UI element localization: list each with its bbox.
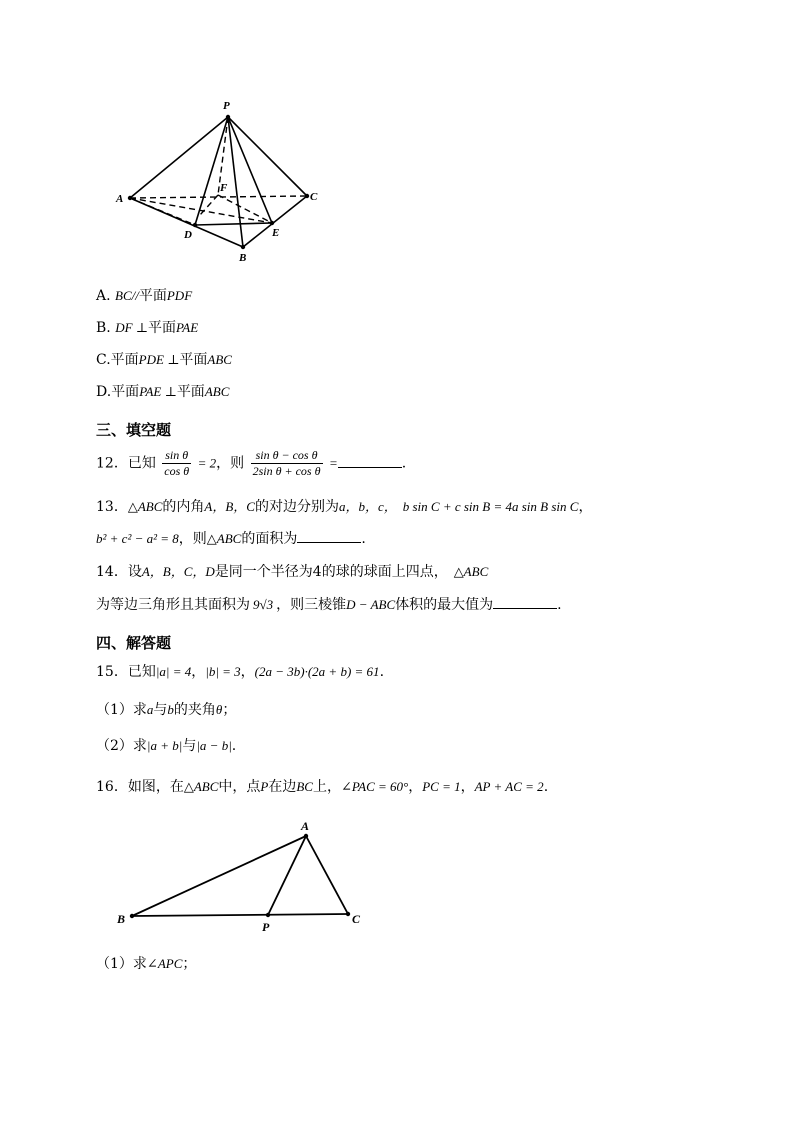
q14-text: 体积的最大值为 — [395, 597, 494, 613]
q13-triangle: △ABC — [127, 499, 163, 514]
label-P: P — [223, 100, 230, 112]
option-math: BC// — [115, 288, 139, 303]
option-text: 平面 — [111, 384, 140, 400]
section-heading-fill-in: 三、填空题 — [96, 421, 172, 439]
q14-end: . — [557, 597, 562, 613]
q16-semicolon: ； — [182, 956, 197, 972]
q16-point: P — [260, 779, 269, 794]
q12-mid: ，则 — [216, 455, 245, 472]
option-d — [96, 382, 229, 402]
q15-norm-b: |b| = 3 — [205, 664, 241, 679]
question-13-line-2 — [96, 528, 366, 549]
q15-sub1-prefix: （1）求 — [96, 702, 147, 718]
option-math3: ABC — [204, 384, 230, 399]
q12-prefix: 12．已知 — [96, 455, 156, 472]
question-15-part-2 — [96, 736, 236, 756]
norm-sum: |a + b| — [146, 738, 183, 753]
option-text: 平面 — [110, 352, 139, 368]
option-math2: PAE ⊥ — [139, 384, 177, 399]
option-text: 平面 — [138, 288, 167, 304]
q16-sub1-prefix: （1）求 — [96, 956, 147, 972]
label-A: A — [301, 819, 310, 833]
q13-comma: ， — [578, 499, 593, 515]
option-mid: 平面 — [179, 352, 208, 368]
q16-prefix: 16．如图，在 — [96, 779, 184, 795]
question-12 — [96, 448, 406, 479]
q14-text: 是同一个半径为4的球的球面上四点， — [214, 564, 448, 580]
frac-numerator: sin θ — [162, 448, 191, 464]
q16-triangle: △ABC — [183, 779, 219, 794]
option-math3: ABC — [207, 352, 232, 367]
option-math2: PDE ⊥ — [138, 352, 180, 367]
q13-text: 的内角 — [162, 499, 205, 515]
q15-comma: ， — [240, 664, 255, 680]
q16-sum: AP + AC = 2 — [474, 779, 544, 794]
q15-comma: ， — [191, 664, 206, 680]
q14-triangle: △ABC — [453, 564, 489, 579]
option-mid: 平面 — [176, 384, 205, 400]
q16-comma: ， — [408, 779, 423, 795]
frac-denominator: cos θ — [164, 464, 190, 478]
frac-denominator: 2sin θ + cos θ — [252, 464, 321, 478]
question-14-line-2 — [96, 594, 562, 615]
q16-length: PC = 1 — [422, 779, 461, 794]
option-math2: PAE — [176, 320, 199, 335]
q15-semicolon: ； — [222, 702, 237, 718]
option-a — [96, 286, 192, 306]
question-16-line-1 — [96, 777, 548, 797]
q15-prefix: 15．已知 — [96, 664, 156, 680]
answer-blank[interactable] — [297, 528, 361, 543]
label-D: D — [184, 229, 192, 241]
q12-eq2: = — [328, 455, 338, 471]
q16-side: BC — [296, 779, 313, 794]
q16-comma: ， — [460, 779, 475, 795]
question-15-part-1 — [96, 700, 236, 720]
q13-text: ，则 — [178, 531, 207, 547]
norm-difference: |a − b| — [196, 738, 232, 753]
option-prefix: D. — [96, 384, 112, 400]
q16-text: 在边 — [268, 779, 297, 795]
q14-area: 9√3 — [253, 597, 274, 612]
q15-end: . — [231, 738, 237, 754]
option-c — [96, 350, 232, 370]
q13-text: 的对边分别为 — [254, 499, 339, 515]
q13-angles: A，B，C — [204, 499, 255, 514]
q12-fraction-1 — [162, 448, 191, 479]
label-B: B — [117, 912, 126, 926]
q14-text: 为等边三角形且其面积为 — [96, 597, 250, 613]
q15-text: 与 — [182, 738, 197, 754]
option-math: DF ⊥ — [115, 320, 149, 335]
q15-end: . — [379, 664, 385, 680]
label-A: A — [116, 193, 124, 205]
label-C: C — [310, 191, 318, 203]
q13-text: 的面积为 — [241, 531, 298, 547]
label-F: F — [220, 182, 228, 194]
option-text: 平面 — [148, 320, 177, 336]
option-math2: PDF — [166, 288, 193, 303]
label-B: B — [239, 252, 247, 264]
q14-text: ，则三棱锥 — [276, 597, 347, 613]
q14-points: A，B，C，D — [141, 564, 215, 579]
frac-numerator: sin θ − cos θ — [251, 448, 323, 464]
question-13-line-1 — [96, 497, 592, 517]
q15-text: 与 — [153, 702, 168, 718]
q12-eq1: = 2 — [197, 455, 217, 471]
option-prefix: A. — [96, 288, 116, 304]
q15-sub2-prefix: （2）求 — [96, 738, 147, 754]
option-prefix: B. — [96, 320, 116, 336]
vector-b: b — [167, 702, 174, 717]
option-prefix: C. — [96, 352, 111, 368]
q15-norm-a: |a| = 4 — [155, 664, 192, 679]
label-E: E — [272, 227, 280, 239]
vector-a: a — [146, 702, 154, 717]
q16-text: 上， — [312, 779, 341, 795]
q14-pyramid: D − ABC — [346, 597, 396, 612]
q16-angle: ∠PAC = 60° — [340, 779, 409, 794]
q15-dot-product: (2a − 3b)·(2a + b) = 61 — [254, 664, 380, 679]
angle-theta: θ — [215, 702, 223, 717]
question-14-line-1 — [96, 562, 488, 582]
q13-triangle: △ABC — [206, 531, 242, 546]
q16-text: 中，点 — [218, 779, 261, 795]
q15-text: 的夹角 — [173, 702, 216, 718]
q14-prefix: 14．设 — [96, 564, 142, 580]
answer-blank[interactable] — [493, 594, 557, 609]
label-P: P — [262, 920, 270, 934]
section-heading-solutions: 四、解答题 — [96, 634, 172, 652]
q13-equation: b sin C + c sin B = 4a sin B sin C — [402, 499, 579, 514]
q13-end: . — [361, 531, 366, 547]
q13-sides: a，b，c， — [338, 499, 397, 514]
pyramid-figure — [110, 95, 330, 265]
q12-fraction-2 — [251, 448, 323, 479]
question-16-part-1 — [96, 954, 196, 974]
q13-condition: b² + c² − a² = 8 — [96, 531, 179, 546]
label-C: C — [352, 912, 361, 926]
question-15-line-1 — [96, 662, 384, 682]
q16-angle-apc: ∠APC — [146, 956, 183, 971]
triangle-figure — [110, 815, 370, 940]
option-b — [96, 318, 198, 338]
q16-end: . — [543, 779, 549, 795]
q12-end: . — [401, 455, 407, 472]
q13-number: 13． — [96, 499, 128, 515]
answer-blank[interactable] — [338, 453, 402, 468]
